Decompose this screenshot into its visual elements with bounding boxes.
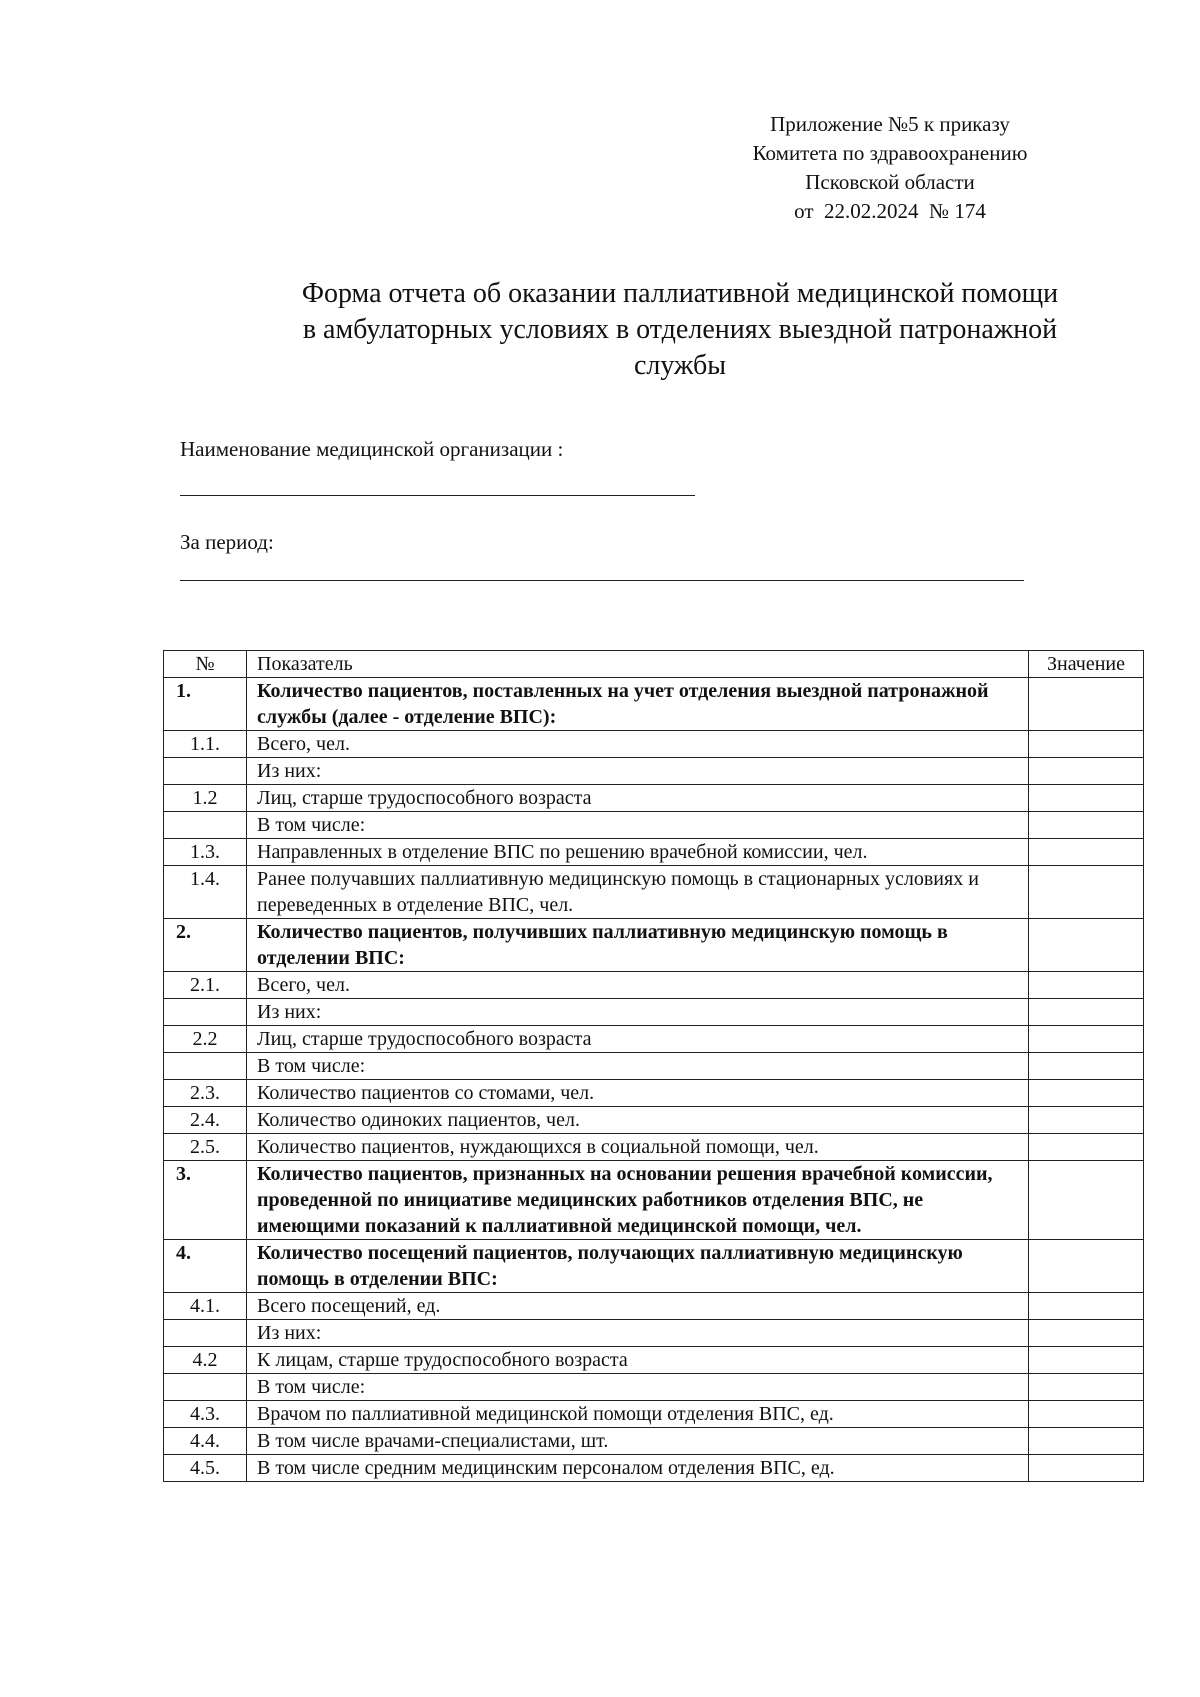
row-number: [164, 812, 247, 839]
table-row: [164, 999, 1144, 1026]
table-row: [164, 1240, 1144, 1293]
row-indicator: Направленных в отделение ВПС по решению врачебной комиссии, чел.: [247, 839, 1029, 866]
table-row: [164, 731, 1144, 758]
table-row: [164, 1134, 1144, 1161]
table-row: [164, 1026, 1144, 1053]
row-indicator: Количество пациентов, признанных на основании решения врачебной комиссии, проведенной по инициативе медицинских работников отделения ВПС, не имеющими показаний к паллиативной медицинской помощи, чел.: [247, 1161, 1029, 1240]
period-input-line[interactable]: [180, 580, 1024, 581]
row-value-cell[interactable]: [1029, 785, 1144, 812]
period-label: За период:: [180, 530, 274, 554]
row-value-cell[interactable]: [1029, 999, 1144, 1026]
row-number: 2.4.: [164, 1107, 247, 1134]
row-indicator: Всего посещений, ед.: [247, 1293, 1029, 1320]
row-number: 1.1.: [164, 731, 247, 758]
row-value-cell[interactable]: [1029, 1053, 1144, 1080]
row-number: 1.: [164, 678, 247, 731]
row-value-cell[interactable]: [1029, 1401, 1144, 1428]
row-number: [164, 1053, 247, 1080]
row-indicator: В том числе средним медицинским персоналом отделения ВПС, ед.: [247, 1455, 1029, 1482]
row-indicator: Количество посещений пациентов, получающих паллиативную медицинскую помощь в отделении ВПС:: [247, 1240, 1029, 1293]
row-value-cell[interactable]: [1029, 972, 1144, 999]
table-row: [164, 1374, 1144, 1401]
row-indicator: К лицам, старше трудоспособного возраста: [247, 1347, 1029, 1374]
row-value-cell[interactable]: [1029, 678, 1144, 731]
row-number: 1.3.: [164, 839, 247, 866]
table-row: [164, 839, 1144, 866]
row-indicator: В том числе:: [247, 812, 1029, 839]
appendix-line: Приложение №5 к приказу: [770, 112, 1010, 136]
row-value-cell[interactable]: [1029, 812, 1144, 839]
table-row: [164, 1053, 1144, 1080]
table-row: [164, 1293, 1144, 1320]
table-row: [164, 1455, 1144, 1482]
row-value-cell[interactable]: [1029, 1455, 1144, 1482]
row-number: [164, 1374, 247, 1401]
row-number: 2.3.: [164, 1080, 247, 1107]
row-value-cell[interactable]: [1029, 1134, 1144, 1161]
organization-input-line[interactable]: [180, 495, 695, 496]
row-value-cell[interactable]: [1029, 1026, 1144, 1053]
document-title: [240, 276, 1120, 384]
row-indicator: Лиц, старше трудоспособного возраста: [247, 1026, 1029, 1053]
title-line: в амбулаторных условиях в отделениях выездной патронажной: [302, 314, 1058, 345]
row-indicator: Ранее получавших паллиативную медицинскую помощь в стационарных условиях и переведенных в отделение ВПС, чел.: [247, 866, 1029, 919]
row-number: 2.1.: [164, 972, 247, 999]
row-value-cell[interactable]: [1029, 1320, 1144, 1347]
table-row: [164, 866, 1144, 919]
row-number: [164, 999, 247, 1026]
row-number: 4.2: [164, 1347, 247, 1374]
row-value-cell[interactable]: [1029, 1161, 1144, 1240]
table-row: [164, 785, 1144, 812]
row-indicator: Количество пациентов со стомами, чел.: [247, 1080, 1029, 1107]
table-row: [164, 678, 1144, 731]
table-row: [164, 1080, 1144, 1107]
row-number: 4.4.: [164, 1428, 247, 1455]
row-indicator: Из них:: [247, 758, 1029, 785]
table-row: [164, 972, 1144, 999]
row-indicator: Всего, чел.: [247, 731, 1029, 758]
table-row: [164, 1347, 1144, 1374]
row-indicator: Количество пациентов, поставленных на учет отделения выездной патронажной службы (далее - отделение ВПС):: [247, 678, 1029, 731]
organization-label: Наименование медицинской организации :: [180, 437, 564, 461]
row-indicator: В том числе:: [247, 1053, 1029, 1080]
header-value: Значение: [1029, 651, 1144, 678]
appendix-header: [700, 110, 1080, 226]
row-value-cell[interactable]: [1029, 1293, 1144, 1320]
row-value-cell[interactable]: [1029, 1107, 1144, 1134]
row-value-cell[interactable]: [1029, 1080, 1144, 1107]
table-row: [164, 1320, 1144, 1347]
row-number: 1.4.: [164, 866, 247, 919]
row-value-cell[interactable]: [1029, 1428, 1144, 1455]
table-header-row: [164, 651, 1144, 678]
row-number: 2.5.: [164, 1134, 247, 1161]
row-number: 4.5.: [164, 1455, 247, 1482]
table-row: [164, 1161, 1144, 1240]
row-indicator: Всего, чел.: [247, 972, 1029, 999]
row-number: [164, 758, 247, 785]
row-number: 4.3.: [164, 1401, 247, 1428]
table-row: [164, 1107, 1144, 1134]
row-value-cell[interactable]: [1029, 731, 1144, 758]
row-value-cell[interactable]: [1029, 919, 1144, 972]
report-table: [163, 650, 1144, 1482]
row-number: 2.: [164, 919, 247, 972]
appendix-line: Комитета по здравоохранению: [752, 141, 1028, 165]
table-row: [164, 758, 1144, 785]
row-number: 1.2: [164, 785, 247, 812]
row-indicator: В том числе:: [247, 1374, 1029, 1401]
row-indicator: Врачом по паллиативной медицинской помощи отделения ВПС, ед.: [247, 1401, 1029, 1428]
title-line: службы: [633, 350, 727, 381]
row-indicator: Лиц, старше трудоспособного возраста: [247, 785, 1029, 812]
row-value-cell[interactable]: [1029, 758, 1144, 785]
row-value-cell[interactable]: [1029, 1240, 1144, 1293]
row-number: [164, 1320, 247, 1347]
row-indicator: Количество пациентов, получивших паллиативную медицинскую помощь в отделении ВПС:: [247, 919, 1029, 972]
row-number: 3.: [164, 1161, 247, 1240]
row-indicator: Количество пациентов, нуждающихся в социальной помощи, чел.: [247, 1134, 1029, 1161]
header-indicator: Показатель: [247, 651, 1029, 678]
row-indicator: В том числе врачами-специалистами, шт.: [247, 1428, 1029, 1455]
row-indicator: Количество одиноких пациентов, чел.: [247, 1107, 1029, 1134]
row-number: 4.: [164, 1240, 247, 1293]
row-number: 2.2: [164, 1026, 247, 1053]
row-value-cell[interactable]: [1029, 1347, 1144, 1374]
row-number: 4.1.: [164, 1293, 247, 1320]
row-value-cell[interactable]: [1029, 839, 1144, 866]
appendix-line: Псковской области: [805, 170, 975, 194]
table-row: [164, 812, 1144, 839]
row-value-cell[interactable]: [1029, 866, 1144, 919]
table-row: [164, 919, 1144, 972]
row-indicator: Из них:: [247, 999, 1029, 1026]
table-row: [164, 1428, 1144, 1455]
row-value-cell[interactable]: [1029, 1374, 1144, 1401]
row-indicator: Из них:: [247, 1320, 1029, 1347]
table-row: [164, 1401, 1144, 1428]
title-line: Форма отчета об оказании паллиативной медицинской помощи: [301, 278, 1059, 309]
appendix-order-date: от 22.02.2024 № 174: [794, 199, 986, 223]
header-number: №: [164, 651, 247, 678]
